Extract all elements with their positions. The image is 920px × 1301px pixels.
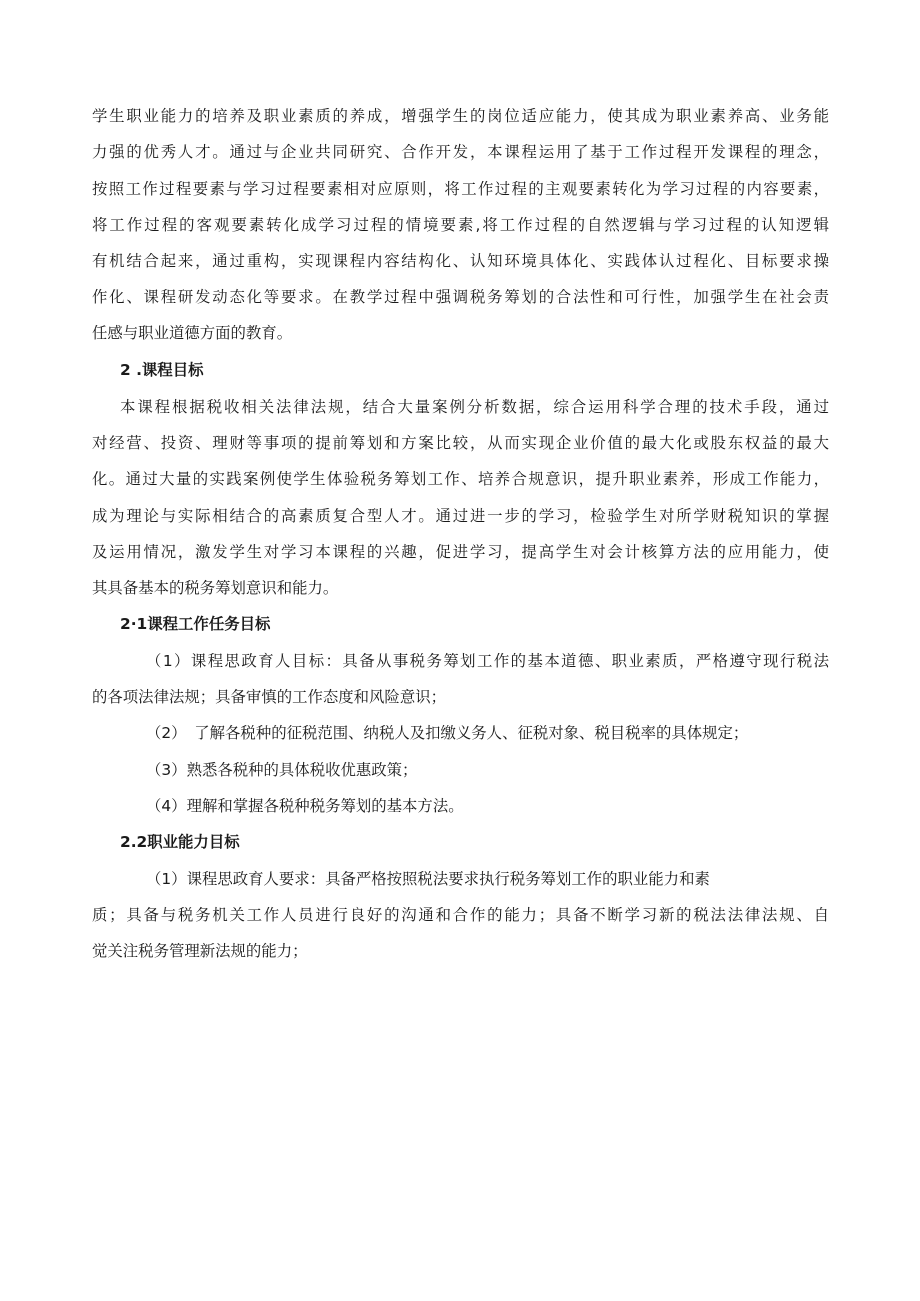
para2-line-5: 及运用情况，激发学生对学习本课程的兴趣，促进学习，提高学生对会计核算方法的应用能力，使 <box>92 543 829 561</box>
item-4: （4）理解和掌握各税种税务筹划的基本方法。 <box>146 797 464 815</box>
para2-line-4: 成为理论与实际相结合的高素质复合型人才。通过进一步的学习，检验学生对所学财税知识的掌握 <box>92 507 829 525</box>
heading-professional-ability: 2.2职业能力目标 <box>120 833 240 851</box>
para1-line-6: 作化、课程研发动态化等要求。在教学过程中强调税务筹划的合法性和可行性，加强学生在社会责 <box>92 288 829 306</box>
para2-line-2: 对经营、投资、理财等事项的提前筹划和方案比较，从而实现企业价值的最大化或股东权益的最大 <box>92 434 829 452</box>
para1-line-7: 任感与职业道德方面的教育。 <box>92 324 293 342</box>
item5-line-3: 觉关注税务管理新法规的能力； <box>92 942 308 960</box>
item1-line-2: 的各项法律法规；具备审慎的工作态度和风险意识； <box>92 688 446 706</box>
para2-line-6: 其具备基本的税务筹划意识和能力。 <box>92 579 339 597</box>
para1-line-4: 将工作过程的客观要素转化成学习过程的情境要素,将工作过程的自然逻辑与学习过程的认知逻辑 <box>92 216 829 234</box>
item5-line-2: 质；具备与税务机关工作人员进行良好的沟通和合作的能力；具备不断学习新的税法法律法规、自 <box>92 906 829 924</box>
para2-line-1: 本课程根据税收相关法律法规，结合大量案例分析数据，综合运用科学合理的技术手段，通过 <box>120 398 829 416</box>
item5-line-1: （1）课程思政育人要求：具备严格按照税法要求执行税务筹划工作的职业能力和素 <box>146 870 710 888</box>
para1-line-1: 学生职业能力的培养及职业素质的养成，增强学生的岗位适应能力，使其成为职业素养高、业务能 <box>92 107 829 125</box>
heading-course-objectives: 2 .课程目标 <box>120 361 204 379</box>
para1-line-2: 力强的优秀人才。通过与企业共同研究、合作开发，本课程运用了基于工作过程开发课程的理念， <box>92 143 829 161</box>
para1-line-3: 按照工作过程要素与学习过程要素相对应原则，将工作过程的主观要素转化为学习过程的内容要素， <box>92 180 829 198</box>
para2-line-3: 化。通过大量的实践案例使学生体验税务筹划工作、培养合规意识，提升职业素养，形成工作能力， <box>92 470 829 488</box>
item1-line-1: （1）课程思政育人目标：具备从事税务筹划工作的基本道德、职业素质，严格遵守现行税法 <box>146 652 829 670</box>
para1-line-5: 有机结合起来，通过重构，实现课程内容结构化、认知环境具体化、实践体认过程化、目标要求操 <box>92 252 829 270</box>
item-2: （2） 了解各税种的征税范围、纳税人及扣缴义务人、征税对象、税目税率的具体规定； <box>146 724 749 742</box>
heading-task-objectives: 2·1课程工作任务目标 <box>120 615 271 633</box>
item-3: （3）熟悉各税种的具体税收优惠政策； <box>146 761 418 779</box>
